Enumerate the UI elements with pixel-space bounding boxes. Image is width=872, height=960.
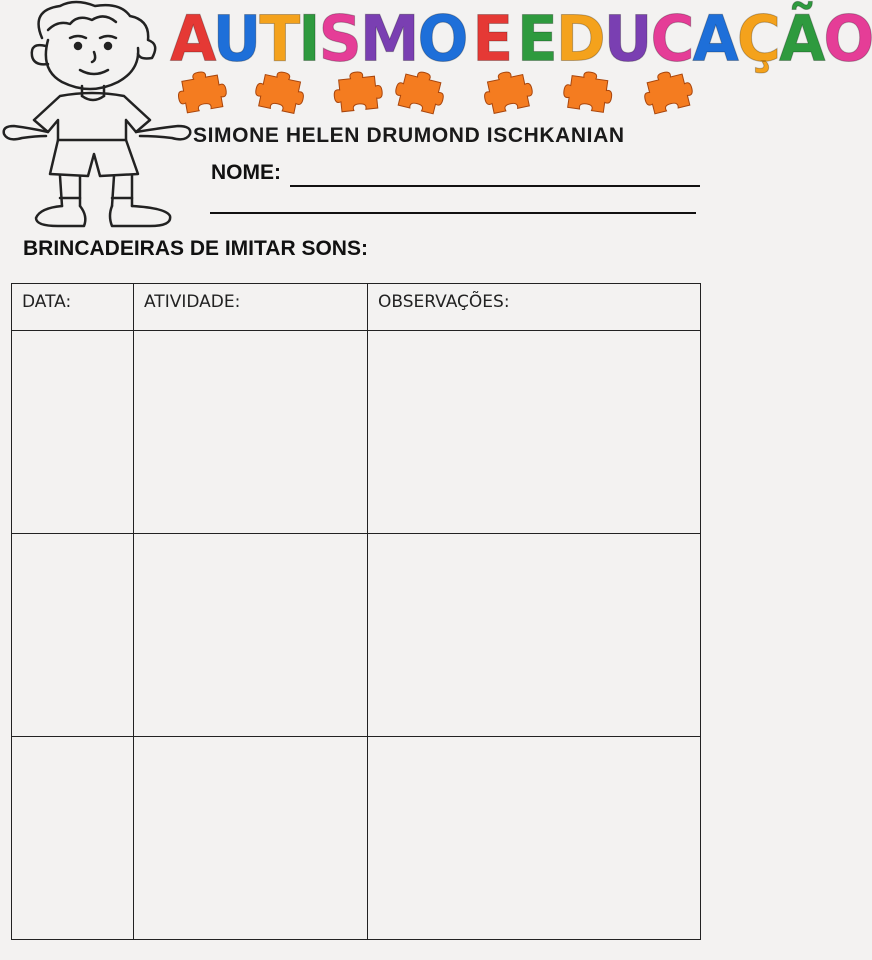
logo-letter: A: [692, 2, 737, 77]
name-label: NOME:: [211, 161, 281, 184]
observations-cell[interactable]: [368, 534, 701, 737]
logo-letter: O: [417, 2, 467, 77]
table-row: [12, 534, 701, 737]
logo-letter: T: [259, 2, 299, 77]
logo-letter: I: [298, 2, 319, 77]
logo-letter: E: [472, 2, 512, 77]
puzzle-piece-icon: [562, 69, 615, 113]
date-cell[interactable]: [12, 534, 134, 737]
header-observations: OBSERVAÇÕES:: [368, 284, 701, 331]
puzzle-piece-icon: [480, 67, 535, 114]
logo-letter: E: [516, 2, 556, 77]
observations-cell[interactable]: [368, 737, 701, 940]
name-input-line-2[interactable]: [210, 212, 696, 214]
logo-letter: U: [603, 2, 651, 77]
author-name: SIMONE HELEN DRUMOND ISCHKANIAN: [193, 124, 625, 147]
name-input-line[interactable]: [290, 185, 700, 187]
activity-table: [11, 283, 701, 940]
puzzle-pieces-decoration: [170, 62, 710, 122]
activity-cell[interactable]: [134, 331, 368, 534]
puzzle-piece-icon: [253, 67, 308, 114]
logo-letter: D: [555, 2, 604, 77]
logo-letter: S: [318, 2, 360, 77]
puzzle-piece-icon: [332, 70, 384, 113]
logo-letter: U: [212, 2, 260, 77]
header-activity: ATIVIDADE:: [134, 284, 368, 331]
logo-letter: Ã: [778, 2, 824, 77]
activity-cell[interactable]: [134, 737, 368, 940]
logo-letter: C: [650, 2, 693, 77]
table-header-row: [12, 284, 701, 331]
logo-letter: M: [359, 2, 418, 77]
date-cell[interactable]: [12, 737, 134, 940]
table-row: [12, 331, 701, 534]
puzzle-piece-icon: [175, 68, 229, 114]
logo-letter: O: [823, 2, 872, 77]
header-date: DATA:: [12, 284, 134, 331]
puzzle-piece-icon: [392, 67, 448, 115]
logo-letter: A: [170, 2, 213, 77]
table-row: [12, 737, 701, 940]
observations-cell[interactable]: [368, 331, 701, 534]
section-title: BRINCADEIRAS DE IMITAR SONS:: [23, 237, 368, 260]
puzzle-piece-icon: [640, 67, 696, 115]
date-cell[interactable]: [12, 331, 134, 534]
logo-letter: Ç: [736, 2, 779, 77]
activity-cell[interactable]: [134, 534, 368, 737]
